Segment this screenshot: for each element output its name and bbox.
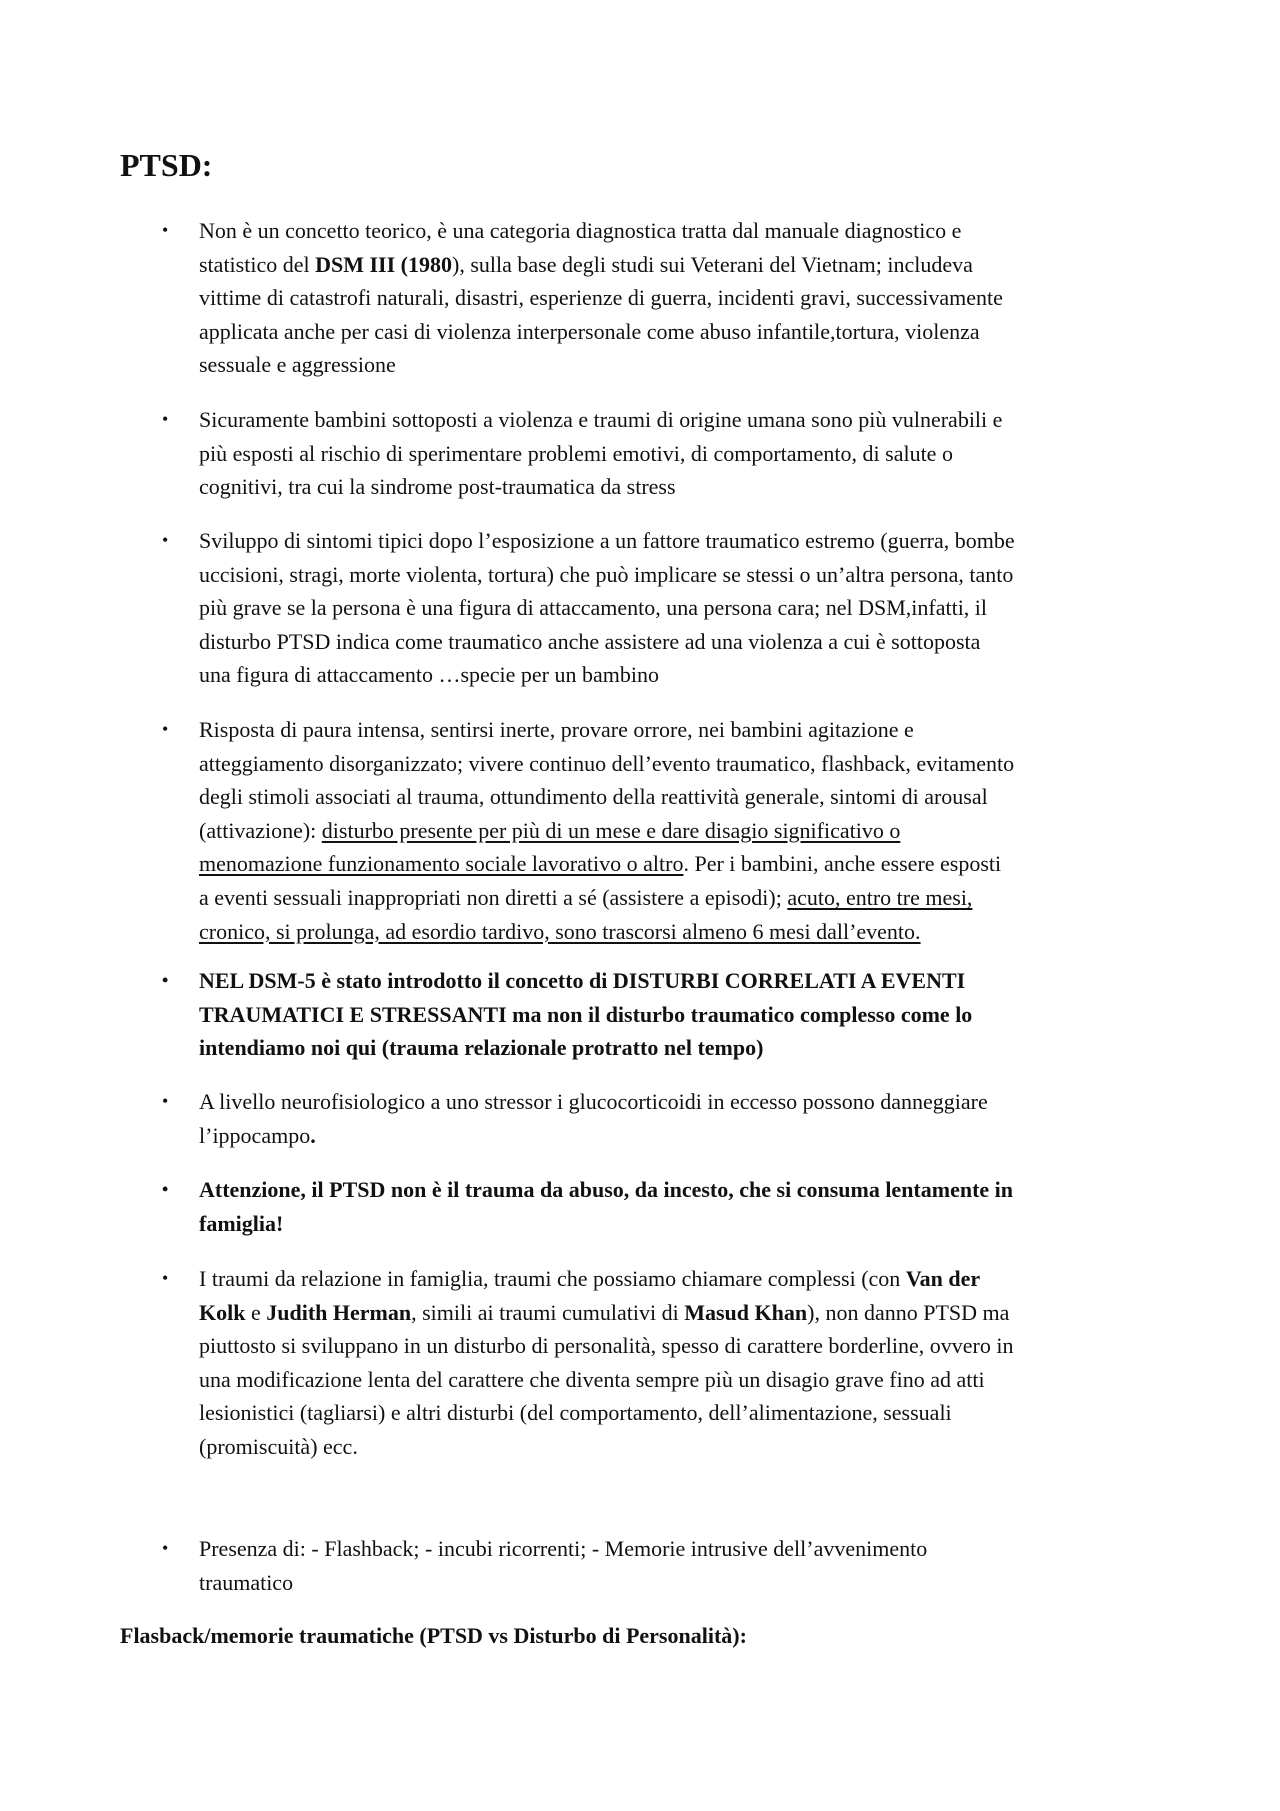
text-line: a eventi sessuali inappropriati non diretti a sé (assistere a episodi); acuto, entro tre mesi,	[199, 884, 973, 910]
text-line: Kolk e Judith Herman, simili ai traumi cumulativi di Masud Khan), non danno PTSD ma	[199, 1299, 1010, 1325]
section-subtitle: Flasback/memorie traumatiche (PTSD vs Disturbo di Personalità):	[120, 1623, 747, 1648]
text-line: A livello neurofisiologico a uno stressor i glucocorticoidi in eccesso possono danneggiare	[199, 1089, 988, 1114]
text-line	[199, 915, 1164, 949]
text-line: traumatico	[199, 1569, 294, 1595]
bullet-icon: •	[162, 970, 169, 990]
text-line: più grave se la persona è una figura di attaccamento, una persona cara; nel DSM,infatti, il	[199, 595, 988, 621]
text-line: menomazione funzionamento sociale lavorativo o altro. Per i bambini, anche essere esposti	[199, 851, 1002, 877]
emphasis-text: Van der	[905, 1266, 981, 1291]
underlined-text: menomazione funzionamento sociale lavorativo o altro	[199, 851, 684, 877]
text-line: statistico del DSM III (1980), sulla base degli studi sui Veterani del Vietnam; includeva	[199, 251, 973, 277]
list-item	[162, 713, 1164, 948]
bullet-icon: •	[162, 1538, 169, 1558]
list-item	[162, 1532, 1164, 1599]
text-line: applicata anche per casi di violenza interpersonale come abuso infantile,tortura, violenza	[199, 318, 980, 344]
text-line: Risposta di paura intensa, sentirsi inerte, provare orrore, nei bambini agitazione e	[199, 717, 914, 742]
list-item	[162, 403, 1164, 504]
list-item	[162, 524, 1164, 692]
text-line: Non è un concetto teorico, è una categoria diagnostica tratta dal manuale diagnostico e	[199, 218, 962, 243]
list-item	[162, 214, 1164, 382]
bullet-icon: •	[162, 409, 169, 429]
list-item	[162, 1173, 1164, 1240]
list-item	[162, 1262, 1164, 1464]
bullet-icon: •	[162, 1179, 169, 1199]
text-line: più esposti al rischio di sperimentare problemi emotivi, di comportamento, di salute o	[199, 440, 953, 466]
text-line: famiglia!	[199, 1210, 284, 1236]
text-line: TRAUMATICI E STRESSANTI ma non il disturbo traumatico complesso come lo	[199, 1001, 973, 1027]
text-line: atteggiamento disorganizzato; vivere continuo dell’evento traumatico, flashback, evitamento	[199, 750, 1015, 776]
text-line: (attivazione): disturbo presente per più di un mese e dare disagio significativo o	[199, 817, 901, 843]
emphasis-text: Masud Khan	[684, 1299, 808, 1325]
underlined-text: acuto, entro tre mesi,	[787, 884, 973, 910]
underlined-text: disturbo presente per più di un mese e dare disagio significativo o	[321, 817, 901, 843]
text-line: Sicuramente bambini sottoposti a violenza e traumi di origine umana sono più vulnerabili e	[199, 407, 1003, 432]
underlined-text: cronico, si prolunga, ad esordio tardivo, sono trascorsi almeno 6 mesi dall’evento.	[199, 918, 921, 944]
text-line: sessuale e aggressione	[199, 352, 396, 378]
bullet-icon: •	[162, 220, 169, 240]
bullet-icon: •	[162, 530, 169, 550]
text-line: cognitivi, tra cui la sindrome post-traumatica da stress	[199, 474, 676, 500]
bullet-icon: •	[162, 719, 169, 739]
text-line: una modificazione lenta del carattere che diventa sempre più un disagio grave fino ad atti	[199, 1366, 985, 1392]
list-item	[162, 964, 1164, 1065]
page-title: PTSD:	[120, 147, 213, 183]
text-line: Sviluppo di sintomi tipici dopo l’esposizione a un fattore traumatico estremo (guerra, bombe	[199, 528, 1015, 553]
text-line: vittime di catastrofi naturali, disastri, esperienze di guerra, incidenti gravi, successivamente	[199, 285, 1003, 311]
text-line: disturbo PTSD indica come traumatico anche assistere ad una violenza a cui è sottoposta	[199, 628, 981, 654]
text-line: piuttosto si sviluppano in un disturbo di personalità, spesso di carattere borderline, ovvero in	[199, 1333, 1014, 1359]
text-line: Attenzione, il PTSD non è il trauma da abuso, da incesto, che si consuma lentamente in	[199, 1177, 1014, 1202]
text-line: lesionistici (tagliarsi) e altri disturbi (del comportamento, dell’alimentazione, sessuali	[199, 1400, 952, 1426]
text-line: degli stimoli associati al trauma, ottundimento della reattività generale, sintomi di arousal	[199, 784, 988, 810]
text-line: NEL DSM-5 è stato introdotto il concetto di DISTURBI CORRELATI A EVENTI	[199, 968, 966, 993]
text-line: intendiamo noi qui (trauma relazionale protratto nel tempo)	[199, 1035, 764, 1061]
text-line: (promiscuità) ecc.	[199, 1433, 358, 1459]
list-item	[162, 1085, 1164, 1152]
text-line: uccisioni, stragi, morte violenta, tortura) che può implicare se stessi o un’altra persona, tanto	[199, 561, 1014, 587]
text-line: una figura di attaccamento …specie per un bambino	[199, 662, 659, 688]
text-line: l’ippocampo.	[199, 1122, 316, 1148]
text-line: Presenza di: - Flashback; - incubi ricorrenti; - Memorie intrusive dell’avvenimento	[199, 1536, 928, 1561]
bullet-icon: •	[162, 1268, 169, 1288]
text-line: I traumi da relazione in famiglia, traumi che possiamo chiamare complessi (con Van der	[199, 1266, 981, 1291]
emphasis-text: DSM III (1980	[315, 251, 452, 277]
emphasis-text: Judith Herman	[266, 1299, 412, 1325]
emphasis-text: Kolk	[199, 1299, 246, 1325]
bullet-icon: •	[162, 1091, 169, 1111]
